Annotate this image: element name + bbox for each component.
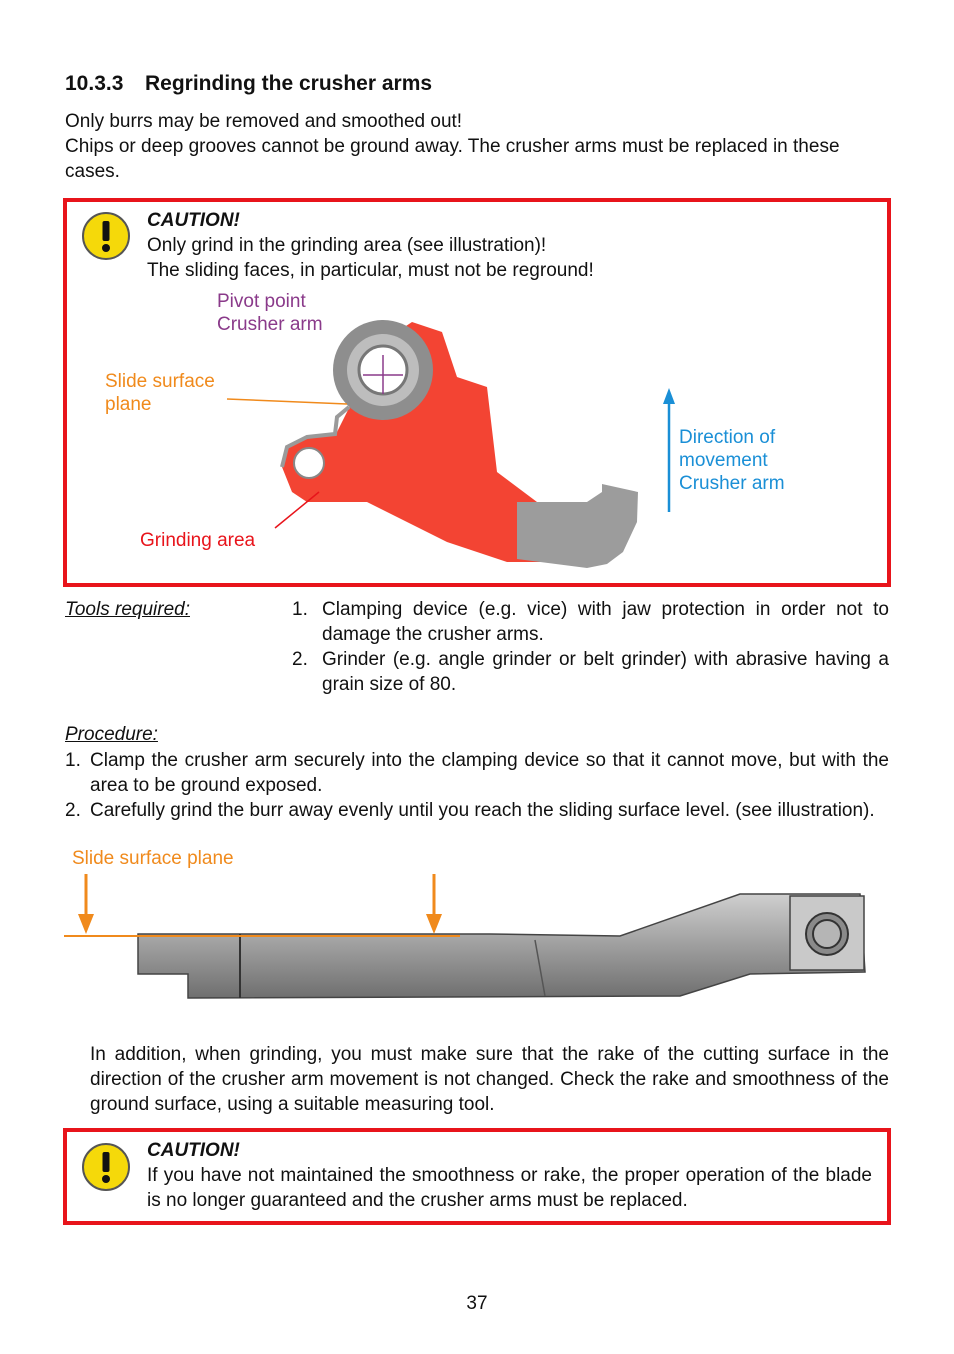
tools-item-2-num: 2. (292, 649, 308, 670)
section-title: Regrinding the crusher arms (145, 72, 433, 95)
pivot-label-line-1: Pivot point (217, 291, 306, 312)
tools-list (292, 597, 889, 697)
direction-label-line-2: movement (679, 450, 768, 471)
section-heading (65, 72, 432, 96)
pivot-label-line-2: Crusher arm (217, 314, 323, 335)
crusher-arm-tip (517, 484, 638, 568)
tools-item-1 (292, 597, 889, 647)
procedure-item-1 (65, 748, 889, 798)
intro-text (65, 109, 890, 184)
procedure-item-1-num: 1. (65, 750, 81, 771)
caution-1-line-2: The sliding faces, in particular, must not be reground! (147, 260, 594, 281)
intro-line-1: Only burrs may be removed and smoothed out! (65, 111, 463, 132)
caution-1-line-1: Only grind in the grinding area (see illustration)! (147, 235, 547, 256)
intro-line-2: Chips or deep grooves cannot be ground away. The crusher arms must be replaced in these cases. (65, 136, 840, 182)
arrow-down-icon (78, 914, 94, 934)
tools-item-1-text: Clamping device (e.g. vice) with jaw protection in order not to damage the crusher arms. (322, 599, 889, 645)
slide-label-line-2: plane (105, 394, 152, 415)
procedure-list (65, 748, 889, 823)
tools-heading: Tools required: (65, 599, 190, 620)
warning-icon (81, 1142, 131, 1192)
small-hole (294, 448, 324, 478)
grinding-area-leader (275, 492, 319, 528)
page-number: 37 (466, 1293, 488, 1314)
grinding-area-label: Grinding area (140, 530, 256, 551)
caution-box-1 (63, 198, 891, 587)
tools-item-2-text: Grinder (e.g. angle grinder or belt grinder) with abrasive having a grain size of 80. (322, 649, 889, 695)
procedure-item-2-text: Carefully grind the burr away evenly until you reach the sliding surface level. (see illustration). (90, 800, 875, 821)
slide-surface-leader (227, 399, 347, 404)
tools-item-1-num: 1. (292, 599, 308, 620)
addition-paragraph: In addition, when grinding, you must make sure that the rake of the cutting surface in the direction of the crusher arm movement is not changed. Check the rake and smoothness of the ground surface, using a suitable measuring tool. (90, 1044, 889, 1115)
tools-item-2 (292, 647, 889, 697)
crusher-arm-top-view (60, 870, 880, 1010)
caution-2-body: If you have not maintained the smoothness or rake, the proper operation of the blade is no longer guaranteed and the crusher arms must be replaced. (147, 1165, 872, 1211)
procedure-item-2-num: 2. (65, 800, 81, 821)
caution-2-title: CAUTION! (147, 1140, 240, 1161)
arm-body (138, 894, 865, 998)
caution-1-title: CAUTION! (147, 210, 240, 231)
slide-surface-plane-label: Slide surface plane (72, 848, 234, 869)
direction-label-line-3: Crusher arm (679, 473, 785, 494)
pivot-point-label (217, 290, 323, 336)
caution-box-2 (63, 1128, 891, 1225)
arrow-down-icon (426, 914, 442, 934)
direction-label (679, 426, 785, 495)
pivot-bolt-inner (813, 920, 841, 948)
slide-label-line-1: Slide surface (105, 371, 215, 392)
procedure-heading: Procedure: (65, 724, 158, 745)
arrow-up-icon (663, 388, 675, 404)
procedure-item-2 (65, 798, 889, 823)
direction-label-line-1: Direction of (679, 427, 776, 448)
caution-2-text (147, 1138, 872, 1213)
slide-surface-label (105, 370, 215, 416)
section-number: 10.3.3 (65, 72, 124, 95)
procedure-item-1-text: Clamp the crusher arm securely into the clamping device so that it cannot move, but with the area to be ground exposed. (90, 750, 889, 796)
